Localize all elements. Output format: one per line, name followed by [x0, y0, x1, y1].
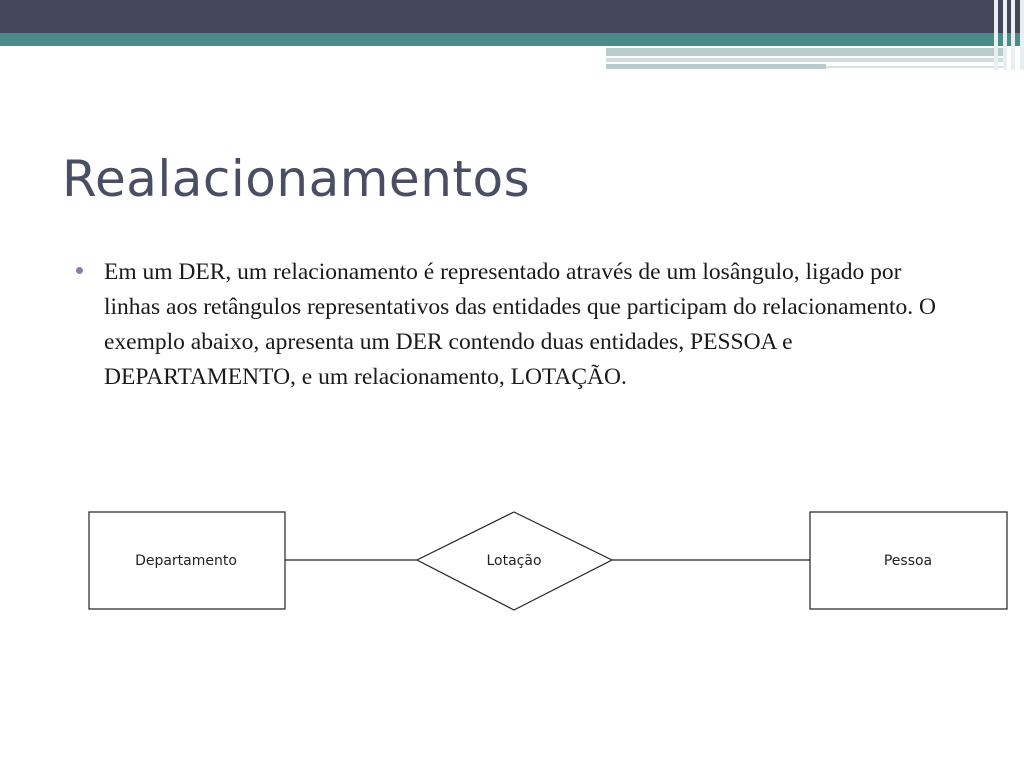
bullet-item: [70, 255, 950, 395]
bullet-list: [70, 255, 950, 395]
header-band-dark: [0, 0, 1024, 33]
header-accent-line: [606, 48, 1006, 56]
entity-label-pessoa: Pessoa: [883, 553, 933, 569]
relationship-label-lotacao: Lotação: [486, 553, 542, 569]
corner-stripes: [994, 0, 1024, 70]
er-diagram: [0, 490, 1024, 630]
slide-title: Realacionamentos: [62, 150, 531, 208]
header-band-teal: [0, 33, 1024, 46]
stripe: [1003, 0, 1007, 70]
bullet-text: Em um DER, um relacionamento é representado através de um losângulo, ligado por linhas aos retângulos representativos das entidades que participam do relacionamento. O exemplo abaixo, apresenta um DER contendo duas entidades, PESSOA e DEPARTAMENTO, e um relacionamento, LOTAÇÃO.: [104, 259, 937, 390]
stripe: [1011, 0, 1015, 70]
stripe: [994, 0, 998, 70]
stripe: [1020, 0, 1024, 70]
header-accent-line: [606, 58, 1006, 62]
header-accent-line: [826, 66, 1006, 68]
header-accent-line: [606, 64, 826, 69]
entity-label-departamento: Departamento: [135, 553, 237, 569]
bullet-dot-icon: [76, 267, 83, 274]
